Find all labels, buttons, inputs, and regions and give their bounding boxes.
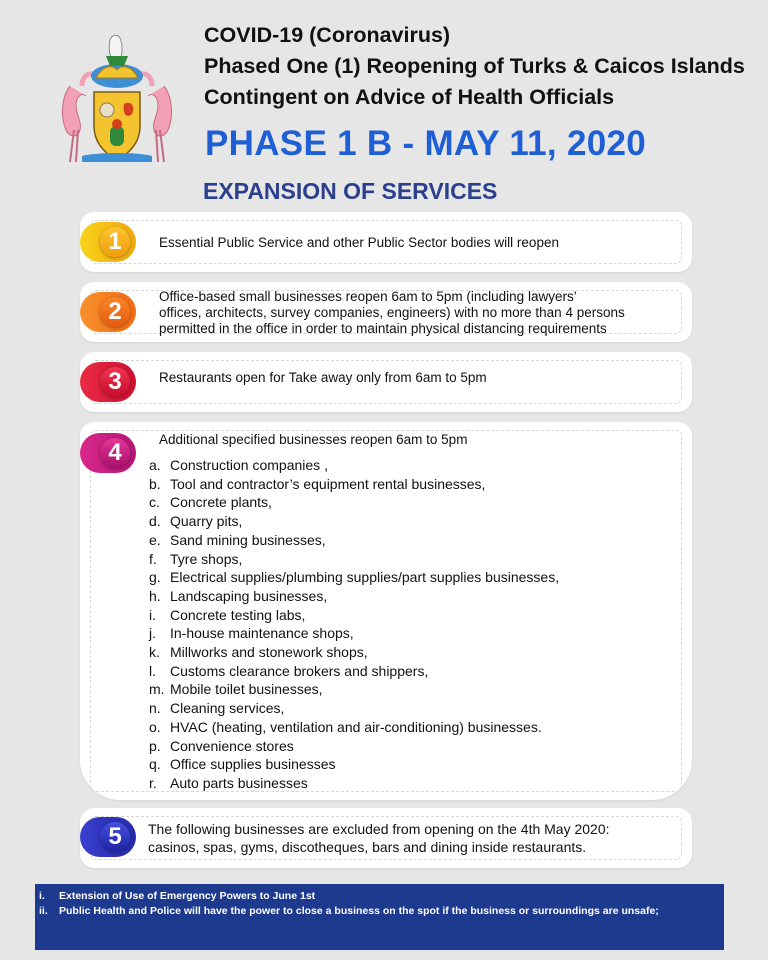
item-text-5-line-2: casinos, spas, gyms, discotheques, bars and dining inside restaurants. [148,839,587,855]
number-circle-1: 1 [100,227,130,257]
business-list-text: Millworks and stonework shops, [170,644,368,661]
business-list-item [149,755,559,774]
number-circle-5: 5 [100,822,130,852]
business-list-letter: p. [149,737,161,754]
business-list-letter: l. [149,662,156,679]
business-list-text: Office supplies businesses [170,756,336,773]
number-circle-3: 3 [100,367,130,397]
section-subtitle: EXPANSION OF SERVICES [203,178,498,204]
business-list-text: Auto parts businesses [170,774,308,791]
business-list-item [149,531,559,550]
business-list-text: Concrete testing labs, [170,606,306,623]
business-list-letter: j. [149,625,156,642]
business-list-item [149,699,559,718]
header-title-line-3: Contingent on Advice of Health Officials [204,85,615,109]
business-list-text: Construction companies , [170,457,328,473]
business-list [149,456,559,793]
phase-heading: PHASE 1 B - MAY 11, 2020 [205,124,647,163]
item-text-2-line-2: offices, architects, survey companies, engineers) with no more than 4 persons [159,305,625,320]
number-badge-3 [80,362,136,402]
number-badge-5 [80,817,136,857]
item-text-3: Restaurants open for Take away only from 6am to 5pm [159,370,487,385]
business-list-item [149,493,559,512]
business-list-letter: d. [149,513,161,530]
header [204,20,764,113]
business-list-letter: e. [149,531,161,548]
business-list-item [149,568,559,587]
business-list-item [149,587,559,606]
business-list-letter: o. [149,718,161,735]
business-list-letter: n. [149,700,161,717]
business-list-text: Electrical supplies/plumbing supplies/part supplies businesses, [170,569,560,586]
coat-of-arms-icon [52,26,182,168]
business-list-item [149,662,559,681]
business-list-item [149,550,559,569]
number-circle-4: 4 [100,438,130,468]
business-list-item [149,774,559,793]
business-list-text: Tyre shops, [170,550,243,567]
business-list-text: Convenience stores [170,737,294,754]
business-list-text: Mobile toilet businesses, [170,681,323,698]
business-list-letter: f. [149,550,157,567]
business-list-text: Landscaping businesses, [170,587,328,604]
business-list-letter: a. [149,457,161,473]
footer-note-1-number: i. [39,890,45,902]
header-title-line-1: COVID-19 (Coronavirus) [204,23,451,47]
business-list-letter: k. [149,644,160,661]
business-list-letter: h. [149,587,161,604]
item-text-2 [159,289,625,337]
footer-note-2-number: ii. [39,905,48,917]
number-badge-4 [80,433,136,473]
number-badge-1 [80,222,136,262]
business-list-item [149,512,559,531]
footer-note-1-text: Extension of Use of Emergency Powers to June 1st [59,890,316,902]
item-text-2-line-1: Office-based small businesses reopen 6am to 5pm (including lawyers’ [159,289,577,304]
footer-note-1 [39,890,315,902]
business-list-text: Quarry pits, [170,513,243,530]
business-list-item [149,643,559,662]
footer-notes [35,884,724,950]
footer-note-2-text: Public Health and Police will have the power to close a business on the spot if the business or surroundings are unsafe; [59,905,659,917]
business-list-item [149,737,559,756]
business-list-letter: b. [149,475,161,492]
business-list-text: Customs clearance brokers and shippers, [170,662,429,679]
business-list-text: Tool and contractor’s equipment rental businesses, [170,475,486,492]
number-badge-2 [80,292,136,332]
footer-note-2 [39,905,659,917]
business-list-letter: r. [149,774,157,791]
business-list-item [149,475,559,494]
business-list-item [149,718,559,737]
header-title-line-2: Phased One (1) Reopening of Turks & Caicos Islands [204,54,745,78]
business-list-text: Concrete plants, [170,494,272,511]
business-list-letter: i. [149,606,156,623]
item-text-5 [148,820,610,856]
item-text-1: Essential Public Service and other Public Sector bodies will reopen [159,235,559,250]
business-list-letter: m. [149,681,165,698]
business-list-letter: q. [149,756,161,773]
business-list-item [149,456,559,475]
business-list-text: Sand mining businesses, [170,531,326,548]
business-list-item [149,624,559,643]
item-text-4: Additional specified businesses reopen 6am to 5pm [159,432,468,447]
business-list-text: Cleaning services, [170,700,285,717]
business-list-item [149,606,559,625]
business-list-text: HVAC (heating, ventilation and air-conditioning) businesses. [170,718,542,735]
business-list-item [149,680,559,699]
number-circle-2: 2 [100,297,130,327]
business-list-letter: g. [149,569,161,586]
business-list-text: In-house maintenance shops, [170,625,354,642]
business-list-letter: c. [149,494,160,511]
item-text-2-line-3: permitted in the office in order to maintain physical distancing requirements [159,321,607,336]
item-text-5-line-1: The following businesses are excluded from opening on the 4th May 2020: [148,821,610,837]
